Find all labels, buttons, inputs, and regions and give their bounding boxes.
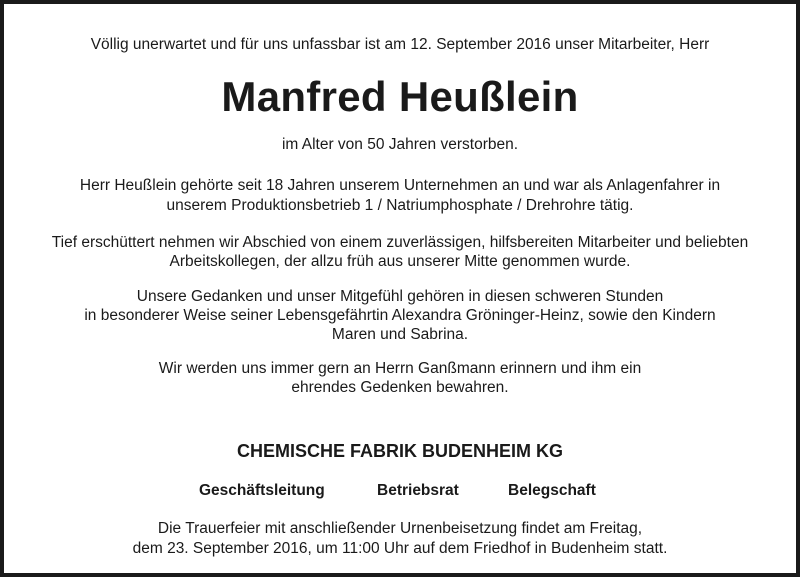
paragraph4-line2: ehrendes Gedenken bewahren. <box>291 379 509 396</box>
funeral-line1: Die Trauerfeier mit anschließender Urnenbeisetzung findet am Freitag, <box>157 520 643 537</box>
signatory-works-council: Betriebsrat <box>377 482 459 499</box>
age-line: im Alter von 50 Jahren verstorben. <box>281 136 519 153</box>
paragraph3-line2: in besonderer Weise seiner Lebensgefährtin Alexandra Gröninger-Heinz, sowie den Kindern <box>84 307 716 324</box>
company-name: CHEMISCHE FABRIK BUDENHEIM KG <box>236 441 563 461</box>
paragraph1-line2: unserem Produktionsbetrieb 1 / Natriumphosphate / Drehrohre tätig. <box>166 197 634 214</box>
funeral-line2: dem 23. September 2016, um 11:00 Uhr auf dem Friedhof in Budenheim statt. <box>132 540 668 557</box>
signatory-management: Geschäftsleitung <box>199 482 325 499</box>
paragraph3-line1: Unsere Gedanken und unser Mitgefühl gehören in diesen schweren Stunden <box>136 288 664 305</box>
paragraph2-line2: Arbeitskollegen, der allzu früh aus unserer Mitte genommen wurde. <box>169 253 631 270</box>
signatory-staff: Belegschaft <box>508 482 596 499</box>
deceased-name: Manfred Heußlein <box>221 73 579 120</box>
intro-line: Völlig unerwartet und für uns unfassbar ist am 12. September 2016 unser Mitarbeiter, Herr <box>90 36 710 53</box>
paragraph2-line1: Tief erschüttert nehmen wir Abschied von einem zuverlässigen, hilfsbereiten Mitarbeiter und beliebten <box>51 234 749 251</box>
paragraph4-line1: Wir werden uns immer gern an Herrn Ganßmann erinnern und ihm ein <box>158 360 642 377</box>
paragraph3-line3: Maren und Sabrina. <box>331 326 469 343</box>
paragraph1-line1: Herr Heußlein gehörte seit 18 Jahren unserem Unternehmen an und war als Anlagenfahrer in <box>79 177 721 194</box>
